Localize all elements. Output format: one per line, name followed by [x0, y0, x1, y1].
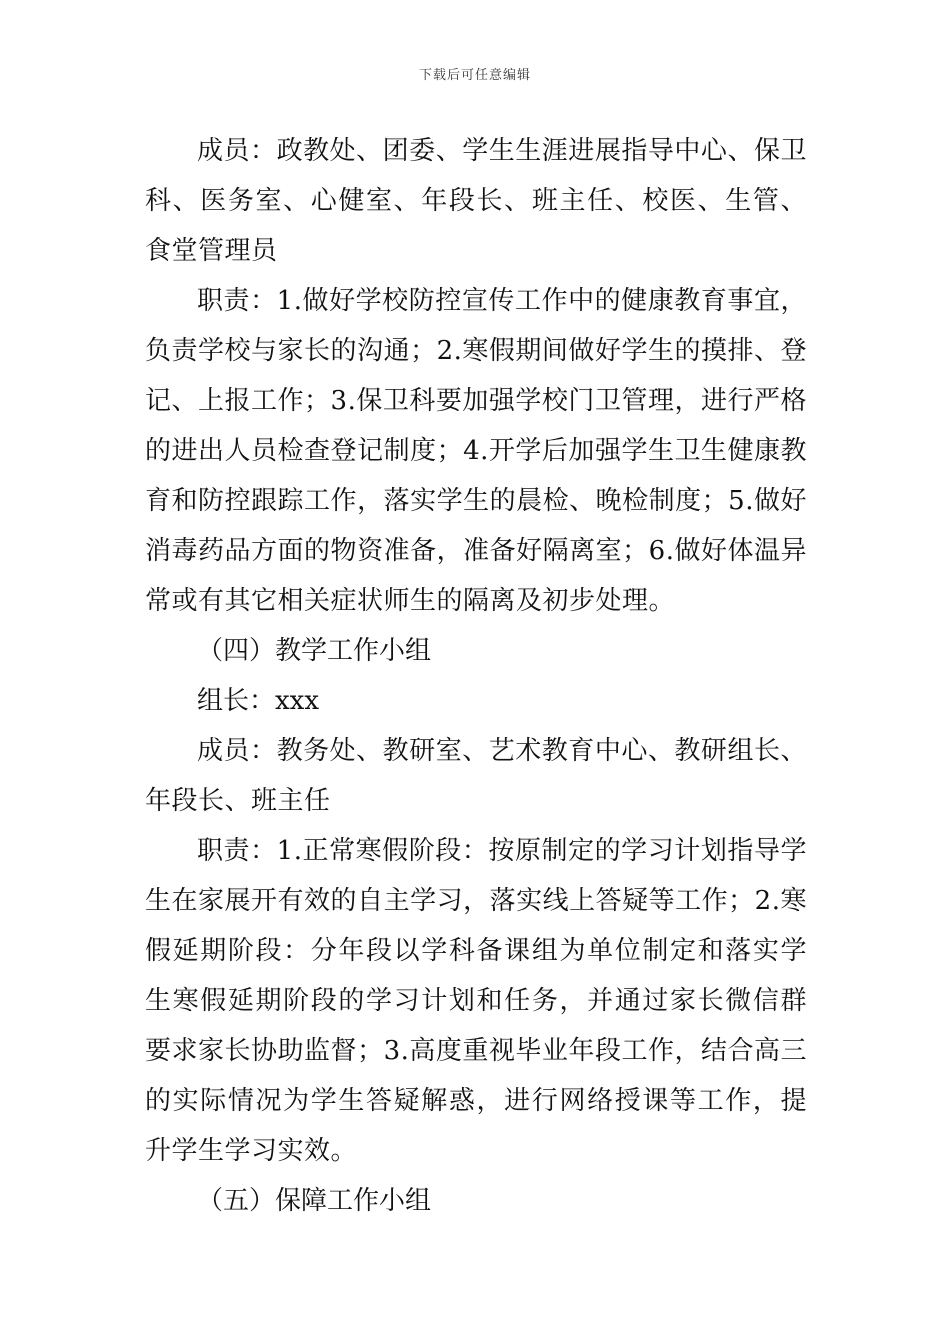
section4-duties: 职责：1.正常寒假阶段：按原制定的学习计划指导学生在家展开有效的自主学习，落实线上答疑等工作；2.寒假延期阶段：分年段以学科备课组为单位制定和落实学生寒假延期阶段的学习计划和任务，并通过家长微信群要求家长协助监督；3.高度重视毕业年段工作，结合高三的实际情况为学生答疑解惑，进行网络授课等工作，提升学生学习实效。 — [145, 836, 807, 1166]
section5-heading: （五）保障工作小组 — [197, 1186, 432, 1216]
section4-members: 成员：教务处、教研室、艺术教育中心、教研组长、年段长、班主任 — [145, 736, 807, 816]
section4-heading: （四）教学工作小组 — [197, 636, 432, 666]
page-header-note: 下载后可任意编辑 — [418, 68, 531, 83]
section4-leader: 组长：xxx — [197, 686, 319, 716]
section3-members: 成员：政教处、团委、学生生涯进展指导中心、保卫科、医务室、心健室、年段长、班主任、校医、生管、食堂管理员 — [145, 136, 807, 266]
document-body — [145, 126, 807, 1226]
section3-duties: 职责：1.做好学校防控宣传工作中的健康教育事宜，负责学校与家长的沟通；2.寒假期间做好学生的摸排、登记、上报工作；3.保卫科要加强学校门卫管理，进行严格的进出人员检查登记制度；4.开学后加强学生卫生健康教育和防控跟踪工作，落实学生的晨检、晚检制度；5.做好消毒药品方面的物资准备，准备好隔离室；6.做好体温异常或有其它相关症状师生的隔离及初步处理。 — [145, 286, 807, 616]
